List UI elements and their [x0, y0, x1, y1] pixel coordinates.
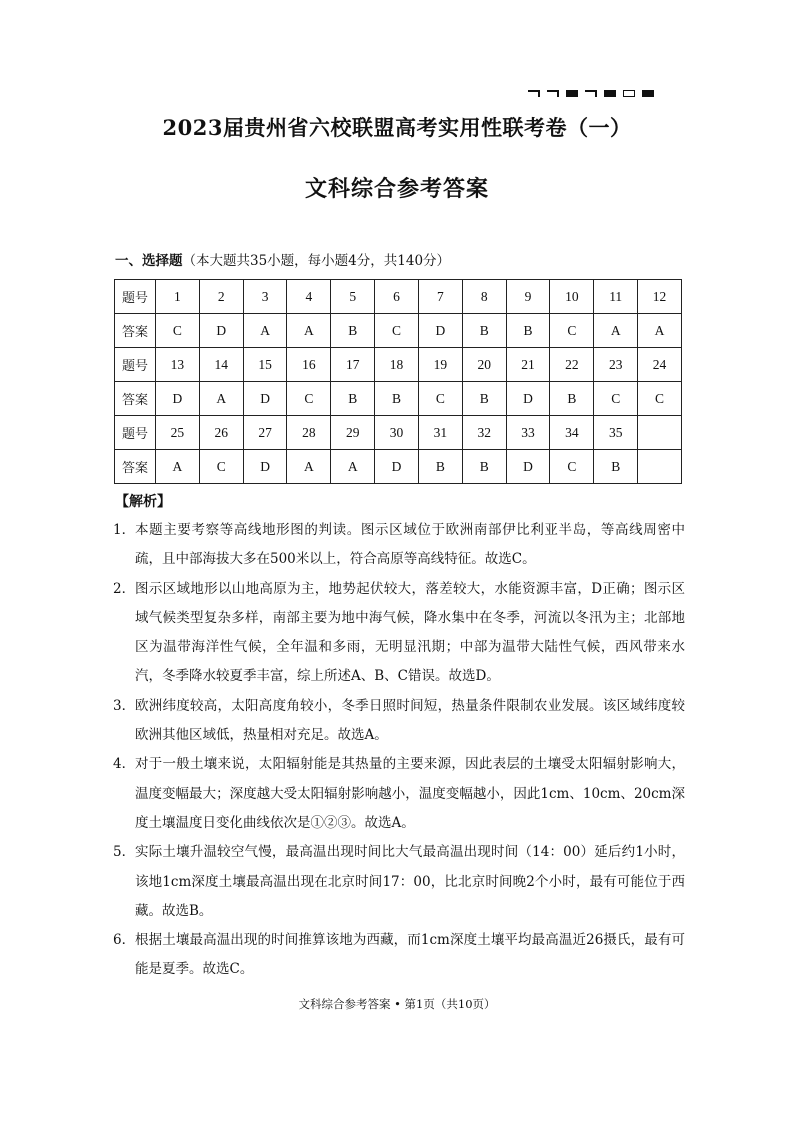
item-number: 3．: [113, 697, 136, 714]
answer-cell: B: [331, 314, 375, 348]
page-title: 2023届贵州省六校联盟高考实用性联考卷（一）: [162, 115, 632, 140]
question-number-row: [115, 348, 682, 382]
answer-cell: B: [550, 382, 594, 416]
question-number-cell: 17: [331, 348, 375, 382]
question-number-cell: 1: [156, 280, 200, 314]
answer-row-label: 答案: [115, 382, 156, 416]
item-number: 6．: [113, 932, 136, 949]
question-number-cell: 7: [418, 280, 462, 314]
question-number-cell: 15: [243, 348, 287, 382]
answer-cell: B: [462, 450, 506, 484]
analysis-item: [113, 838, 685, 926]
answer-cell: B: [375, 382, 419, 416]
answer-cell: A: [331, 450, 375, 484]
analysis-item: [113, 516, 685, 575]
answer-cell: A: [287, 450, 331, 484]
answer-cell: C: [550, 450, 594, 484]
answer-cell: C: [156, 314, 200, 348]
question-number-row: [115, 416, 682, 450]
code-mark: [547, 90, 559, 97]
analysis-item: [113, 926, 685, 985]
answer-cell: C: [594, 382, 638, 416]
question-number-cell: 29: [331, 416, 375, 450]
code-mark: [623, 90, 635, 97]
answer-cell: [638, 450, 682, 484]
code-mark: [585, 90, 597, 97]
code-mark: [604, 90, 616, 97]
question-number-cell: 19: [418, 348, 462, 382]
question-number-cell: 25: [156, 416, 200, 450]
question-number-cell: 16: [287, 348, 331, 382]
answer-cell: C: [550, 314, 594, 348]
analysis-item: [113, 692, 685, 751]
exam-code-marks: [528, 90, 654, 97]
item-number: 4．: [113, 756, 136, 773]
answer-cell: C: [418, 382, 462, 416]
section-note: （本大题共35小题，每小题4分，共140分）: [182, 253, 451, 269]
question-number-cell: 5: [331, 280, 375, 314]
answer-cell: D: [506, 450, 550, 484]
code-mark: [642, 90, 654, 97]
code-mark: [528, 90, 540, 97]
question-number-row: [115, 280, 682, 314]
item-number: 1．: [113, 522, 136, 538]
question-number-cell: 4: [287, 280, 331, 314]
item-text: 对于一般土壤来说，太阳辐射能是其热量的主要来源，因此表层的土壤受太阳辐射影响大，温度变幅最大；深度越大受太阳辐射影响越小，温度变幅越小，因此1cm、10cm、20cm深度土壤温度日变化曲线依次是①②③。故选A。: [135, 756, 685, 831]
answer-cell: D: [375, 450, 419, 484]
code-mark: [566, 90, 578, 97]
question-number-cell: 30: [375, 416, 419, 450]
answer-cell: A: [287, 314, 331, 348]
question-number-cell: 23: [594, 348, 638, 382]
question-number-cell: 34: [550, 416, 594, 450]
answer-cell: C: [638, 382, 682, 416]
item-text: 根据土壤最高温出现的时间推算该地为西藏，而1cm深度土壤平均最高温近26摄氏，最有可能是夏季。故选C。: [135, 932, 685, 978]
question-number-cell: 20: [462, 348, 506, 382]
page-footer: 文科综合参考答案 • 第1页（共10页）: [298, 997, 496, 1011]
question-number-cell: 31: [418, 416, 462, 450]
question-number-cell: 27: [243, 416, 287, 450]
question-number-cell: 12: [638, 280, 682, 314]
answer-cell: D: [199, 314, 243, 348]
answer-cell: B: [594, 450, 638, 484]
answer-row: [115, 382, 682, 416]
question-number-cell: 2: [199, 280, 243, 314]
item-number: 2．: [113, 580, 136, 597]
page-subtitle: 文科综合参考答案: [304, 176, 489, 202]
question-number-cell: 26: [199, 416, 243, 450]
answer-cell: B: [462, 382, 506, 416]
answer-row-label: 答案: [115, 314, 156, 348]
answer-cell: B: [506, 314, 550, 348]
answer-cell: D: [418, 314, 462, 348]
question-number-cell: 32: [462, 416, 506, 450]
answer-cell: B: [418, 450, 462, 484]
item-text: 图示区域地形以山地高原为主，地势起伏较大，落差较大，水能资源丰富，D正确；图示区域气候类型复杂多样，南部主要为地中海气候，降水集中在冬季，河流以冬汛为主；北部地区为温带海洋性气候，全年温和多雨，无明显汛期；中部为温带大陆性气候，西风带来水汽，冬季降水较夏季丰富，综上所述A、B、C错误。故选D。: [135, 580, 685, 685]
answer-row: [115, 314, 682, 348]
question-number-cell: 10: [550, 280, 594, 314]
answer-row-label: 答案: [115, 450, 156, 484]
answer-table: [114, 279, 682, 484]
section-heading: [115, 249, 450, 269]
question-number-cell: 24: [638, 348, 682, 382]
question-number-cell: 9: [506, 280, 550, 314]
section-title: 一、选择题: [115, 253, 183, 269]
question-number-cell: 8: [462, 280, 506, 314]
answer-cell: D: [243, 382, 287, 416]
answer-cell: D: [156, 382, 200, 416]
question-number-row-label: 题号: [115, 280, 156, 314]
answer-cell: D: [243, 450, 287, 484]
question-number-cell: 13: [156, 348, 200, 382]
question-number-cell: 6: [375, 280, 419, 314]
answer-cell: C: [199, 450, 243, 484]
analysis-list: [113, 516, 685, 985]
question-number-cell: 11: [594, 280, 638, 314]
answer-cell: A: [156, 450, 200, 484]
analysis-item: [113, 575, 685, 692]
question-number-row-label: 题号: [115, 348, 156, 382]
question-number-cell: 18: [375, 348, 419, 382]
analysis-label: 【解析】: [115, 494, 171, 510]
answer-row: [115, 450, 682, 484]
question-number-cell: 28: [287, 416, 331, 450]
question-number-cell: 33: [506, 416, 550, 450]
item-number: 5．: [113, 844, 136, 861]
answer-cell: B: [462, 314, 506, 348]
item-text: 欧洲纬度较高，太阳高度角较小，冬季日照时间短，热量条件限制农业发展。该区域纬度较欧洲其他区域低，热量相对充足。故选A。: [135, 697, 685, 744]
analysis-item: [113, 750, 685, 838]
answer-cell: C: [287, 382, 331, 416]
question-number-cell: 35: [594, 416, 638, 450]
answer-cell: B: [331, 382, 375, 416]
question-number-cell: 21: [506, 348, 550, 382]
answer-cell: C: [375, 314, 419, 348]
answer-cell: A: [594, 314, 638, 348]
question-number-cell: [638, 416, 682, 450]
question-number-row-label: 题号: [115, 416, 156, 450]
item-text: 实际土壤升温较空气慢，最高温出现时间比大气最高温出现时间（14：00）延后约1小时，该地1cm深度土壤最高温出现在北京时间17：00，比北京时间晚2个小时，最有可能位于西藏。故选B。: [135, 844, 685, 919]
item-text: 本题主要考察等高线地形图的判读。图示区域位于欧洲南部伊比利亚半岛，等高线周密中疏，且中部海拔大多在500米以上，符合高原等高线特征。故选C。: [135, 522, 685, 568]
answer-cell: A: [638, 314, 682, 348]
answer-cell: D: [506, 382, 550, 416]
question-number-cell: 3: [243, 280, 287, 314]
answer-cell: A: [199, 382, 243, 416]
question-number-cell: 22: [550, 348, 594, 382]
answer-cell: A: [243, 314, 287, 348]
question-number-cell: 14: [199, 348, 243, 382]
